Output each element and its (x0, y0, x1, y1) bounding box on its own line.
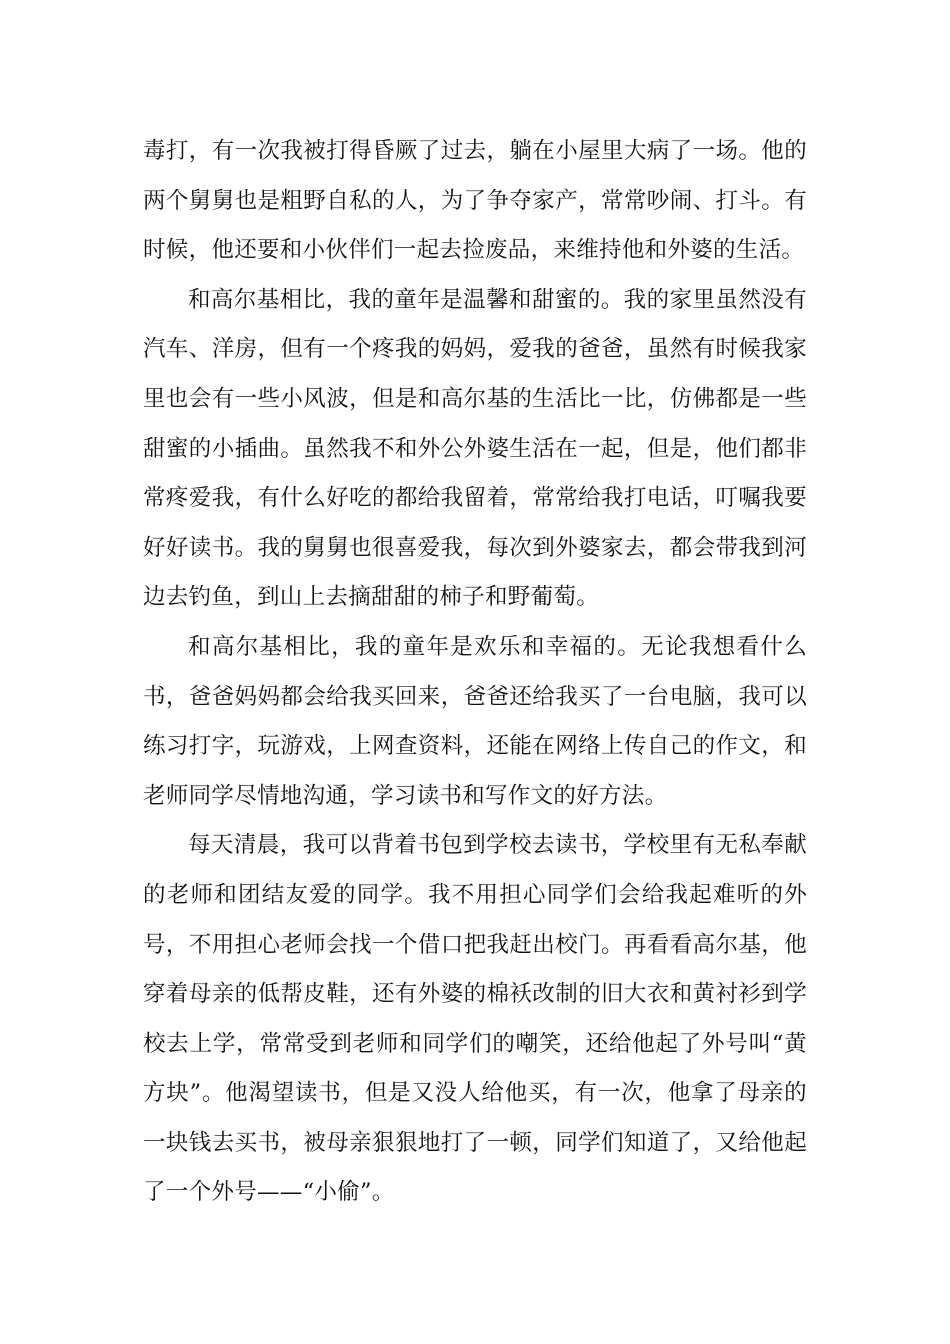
paragraph-2: 和高尔基相比，我的童年是温馨和甜蜜的。我的家里虽然没有汽车、洋房，但有一个疼我的妈妈，爱我的爸爸，虽然有时候我家里也会有一些小风波，但是和高尔基的生活比一比，仿佛都是一些甜蜜的小插曲。虽然我不和外公外婆生活在一起，但是，他们都非常疼爱我，有什么好吃的都给我留着，常常给我打电话，叮嘱我要好好读书。我的舅舅也很喜爱我，每次到外婆家去，都会带我到河边去钓鱼，到山上去摘甜甜的柿子和野葡萄。 (143, 286, 807, 611)
paragraph-1: 毒打，有一次我被打得昏厥了过去，躺在小屋里大病了一场。他的两个舅舅也是粗野自私的人，为了争夺家产，常常吵闹、打斗。有时候，他还要和小伙伴们一起去捡废品，来维持他和外婆的生活。 (143, 138, 807, 264)
paragraph-4: 每天清晨，我可以背着书包到学校去读书，学校里有无私奉献的老师和团结友爱的同学。我不用担心同学们会给我起难听的外号，不用担心老师会找一个借口把我赶出校门。再看看高尔基，他穿着母亲的低帮皮鞋，还有外婆的棉袄改制的旧大衣和黄衬衫到学校去上学，常常受到老师和同学们的嘲笑，还给他起了外号叫“黄方块”。他渴望读书，但是又没人给他买，有一次，他拿了母亲的一块钱去买书，被母亲狠狠地打了一顿，同学们知道了，又给他起了一个外号——“小偷”。 (143, 832, 807, 1206)
paragraph-3: 和高尔基相比，我的童年是欢乐和幸福的。无论我想看什么书，爸爸妈妈都会给我买回来，爸爸还给我买了一台电脑，我可以练习打字，玩游戏，上网查资料，还能在网络上传自己的作文，和老师同学尽情地沟通，学习读书和写作文的好方法。 (143, 633, 807, 809)
document-page (143, 127, 807, 1218)
